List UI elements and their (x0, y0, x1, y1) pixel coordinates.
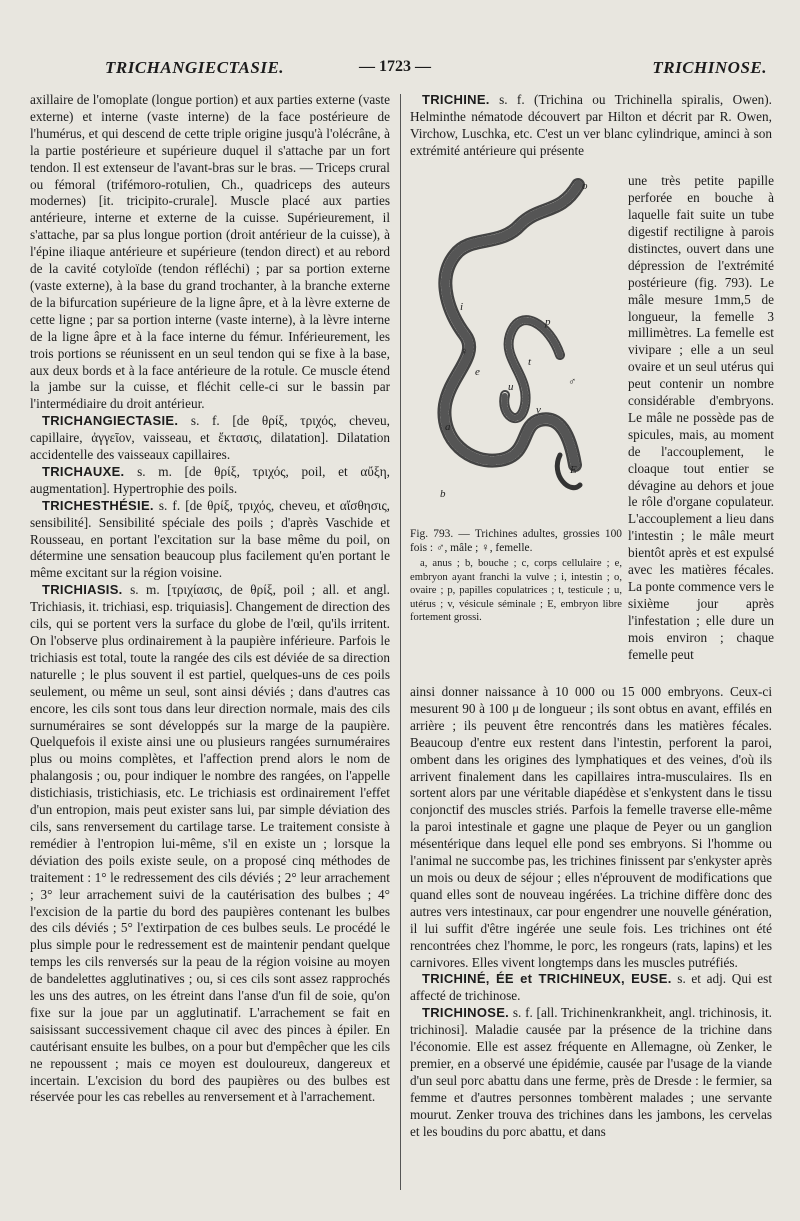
entry-head: TRICHINE. (422, 92, 490, 107)
entry-head: TRICHINÉ, ÉE et TRICHINEUX, EUSE. (422, 971, 672, 987)
entry-body: s. m. [de θρίξ, τριχός, poil, et αὔξη, augmentation]. Hypertrophie des poils. (30, 463, 390, 496)
figure-caption-title: Fig. 793. — Trichines adultes, grossies 100 fois : ♂, mâle ; ♀, femelle. (410, 528, 622, 555)
trichine-continuation: ainsi donner naissance à 10 000 ou 15 000 embryons. Ceux-ci mesurent 90 à 100 μ de longueur ; ils sont obtus en avant, effilés en arrière ; ils peuvent être rencontrés dans les matières fécales. Beaucoup d'entre eux restent dans l'intestin, perforent la paroi, ombent dans les origines des lymphatiques et des veines, d'où ils arrivent finalement dans les capillaires intra-musculaires. Ils en sortent alors par une véritable diapédèse et s'enkystent dans le tissu conjonctif des muscles striés. Parfois la femelle traverse elle-même la paroi intestinale et gagne une plaque de Peyer ou un ganglion mésentérique dans lequel elle pond ses embryons. Si l'homme ou l'animal ne succombe pas, les trichines finissent par s'enkyster après un mois ou deux de séjour ; elles n'éprouvent de modifications que quand elles sont de nouveau ingérées. La trichine diffère donc des autres vers intestinaux, car pour engendrer une nouvelle génération, il lui suffit d'être ingérée une seule fois. Les trichines ont été rencontrées chez l'homme, le porc, les rongeurs (rats, lapins) et les carnivores. Elles vivent longtemps dans les muscles putréfiés. (410, 684, 772, 970)
entry-head: TRICHIASIS. (42, 582, 123, 598)
label-b: b (440, 488, 446, 500)
entry-trichinose (410, 1005, 772, 1140)
entry-body: s. f. [de θρίξ, τριχός, cheveu, et αἴσθησις, sensibilité]. Sensibilité spéciale des poils ; d'après Vaschide et Rousseau, en portant l'excitation sur la base même du poil, on détermine une sensation beaucoup plus facilement qu'en portant le même excitant sur la région voisine. (30, 497, 390, 581)
entry-trichangiectasie (30, 413, 390, 464)
entry-body: s. f. (Trichina ou Trichinella spiralis, Owen). Helminthe nématode découvert par Hilton et décrit par R. Owen, Virchow, Luschka, etc. C'est un ver blanc cylindrique, aminci à son extrémité antérieure qui présente (410, 92, 772, 158)
entry-trichine (410, 92, 772, 160)
entry-body: s. f. [all. Trichinenkrankheit, angl. trichinosis, it. trichinosi]. Maladie causée par la présence de la trichine dans l'économie. Elle est assez fréquente en Allemagne, où Zenker, le premier, en a observé une épidémie, causée par l'usage de la viande d'un seul porc abattu dans une ferme, près de Dresde : le fermier, sa femme et d'autres personnes tombèrent malades ; une servante mourut. Zenker trouva des trichines dans les jambons, les cervelas et les boudins du porc abattu, et dans (410, 1005, 772, 1139)
running-header (105, 58, 767, 82)
entry-head: TRICHANGIECTASIE. (42, 413, 179, 429)
page-number: — 1723 — (359, 58, 431, 75)
label-e: e (475, 366, 480, 378)
entry-body: s. m. [τριχίασις, de θρίξ, poil ; all. et angl. Trichiasis, it. trichiasi, esp. triquiasis]. Changement de direction des cils, qui se portent vers la surface du globe de l'œil, qu'ils irritent. On l'observe plus ordinairement à la paupière inférieure. Parfois le trichiasis est total, toute la rangée des cils est déviée de sa direction naturelle ; le plus souvent il est partiel, quelques-uns de ces poils seulement, ou même un seul, sont ainsi déviés ; dans d'autres cas encore, les cils sont tous dans leur direction normale, mais des cils surnuméraires se sont développés sur la marge de la paupière. Quelquefois il existe ainsi une ou plusieurs rangées surnuméraires plus ou moins complètes, et l'affection prend alors le nom de phalangosis ; ou, pour indiquer le nombre des rangées, on l'appelle distichiasis, tristichiasis, etc. Le trichiasis est ordinairement l'effet d'un entropion, mais peut exister sans lui, par simple déviation des cils, sans renversement du cartilage tarse. Le traitement consiste à remédier à l'entropion lui-même, s'il en existe un ; lorsque la déviation des poils existe seule, on a proposé cinq méthodes de traitement : 1° le redressement des cils déviés ; 2° leur arrachement ; 3° leur arrachement suivi de la cautérisation des bulbes ; 4° l'excision de la partie du bord des paupières contenant les bulbes des cils déviés ; 5° l'extirpation de ces bulbes seuls. Le procédé le plus simple pour le redressement est de maintenir pendant quelque temps les cils renversés sur la peau de la région voisine au moyen de bandelettes agglutinatives ; ou, si ces cils sont assez rapprochés les uns des autres, on les étreint dans l'anse d'un fil de soie, qu'on fixe sur la joue par un agglutinatif. L'arrachement se fait en saisissant successivement chaque cil avec des pinces à épiler. En cautérisant ensuite les bulbes, on a pour but d'empêcher que les cils ne repoussent ; mais ce moyen est douloureux, dangereux et incertain. L'excision du bord des paupières ou des bulbes est réservée pour les cas rebelles au renversement et à l'arrachement. (30, 582, 390, 1105)
label-E: E (570, 464, 577, 476)
trichine-wrap-paragraph: une très petite papille perforée en bouche à laquelle fait suite un tube digestif rectiligne à parois distinctes, ouvert dans une dépression de l'extrémité postérieure (fig. 793). Le mâle mesure 1mm,5 de longueur, la femelle 3 millimètres. La femelle est vivipare ; elle a un seul ovaire et un seul utérus qui peut contenir un nombre considérable d'embryons. Le mâle ne possède pas de spicules, mais, au moment de l'accouplement, le cloaque tout entier se dévagine au dehors et joue le rôle d'organe copulateur. L'accouplement a lieu dans l'intestin ; le mâle meurt bientôt après et est expulsé avec les matières fécales. La ponte commence vers le sixième jour après l'infestation ; elle dure un mois environ ; chaque femelle peut (628, 173, 774, 662)
entry-trichauxe (30, 464, 390, 498)
entry-body: s. et adj. Qui est affecté de trichinose. (410, 971, 773, 1004)
entry-head: TRICHESTHÉSIE. (42, 497, 154, 513)
label-a: a (445, 421, 451, 433)
entry-head: TRICHAUXE. (42, 463, 125, 479)
right-column-wrapped-text (628, 160, 774, 677)
entry-body: s. f. [de θρίξ, τριχός, cheveu, capillaire, ἀγγεῖον, vaisseau, et ἔκτασις, dilatation]. Dilatation accidentelle des vaisseaux capillaires. (30, 413, 390, 463)
worm-illustration-icon (410, 175, 600, 520)
right-column-top (410, 92, 772, 160)
label-p: p (545, 316, 551, 328)
entry-trichiasis (30, 582, 390, 1106)
entry-trichine-adj (410, 971, 772, 1005)
header-left-title: TRICHANGIECTASIE. (105, 58, 285, 77)
label-u: u (508, 381, 514, 393)
entry-head: TRICHINOSE. (422, 1005, 510, 1021)
intro-paragraph: axillaire de l'omoplate (longue portion) et aux parties externe (vaste externe) et interne (vaste interne) de la face postérieure de l'humérus, et qui descend de cette triple origine jusqu'à l'olécrâne, à la partie postérieure et supérieure duquel il s'attache par un fort tendon. Il est extenseur de l'avant-bras sur le bras. — Triceps crural ou fémoral (trifémoro-rotulien, Ch., quadriceps des auteurs modernes) [it. tricipito-crurale]. Muscle placé aux parties antérieure, interne et externe de la cuisse. Supérieurement, il s'attache, par sa plus longue portion (droit antérieur de la cuisse), à l'épine iliaque antérieure et supérieure (tendon direct) et au rebord de la cavité cotyloïde (tendon réfléchi) ; par sa portion externe (vaste externe), à la base du grand trochanter, à la branche externe de la bifurcation supérieure de la ligne âpre, et à la lèvre externe de cette ligne ; par sa portion interne (vaste interne), à la lèvre interne de la ligne âpre et à la face interne du fémur. Inférieurement, les trois portions se réunissent en un seul tendon qui se fixe à la base, aux deux bords et à la face antérieure de la rotule. Ce muscle étend la jambe sur la cuisse, et fléchit celle-ci sur le bassin par l'intermédiaire du droit antérieur. (30, 92, 390, 412)
figure-legend: a, anus ; b, bouche ; c, corps cellulaire ; e, embryon ayant franchi la vulve ; i, intestin ; o, ovaire ; p, papilles copulatrices ; t, testicule ; u, utérus ; v, vésicule séminale ; E, embryon libre fortement grossi. (410, 558, 622, 624)
left-column (30, 92, 390, 1106)
right-column-bottom (410, 684, 772, 1140)
figure-caption (410, 527, 622, 624)
label-o: o (582, 180, 588, 192)
label-i: i (460, 301, 464, 313)
label-male: ♂ (568, 376, 577, 388)
label-t: t (528, 356, 532, 368)
trichine-figure (410, 175, 600, 520)
header-right-title: TRICHINOSE. (652, 58, 767, 77)
label-v: v (536, 404, 541, 416)
column-divider (400, 94, 401, 1190)
entry-trichesthesie (30, 498, 390, 583)
label-female: ♀ (460, 346, 469, 358)
